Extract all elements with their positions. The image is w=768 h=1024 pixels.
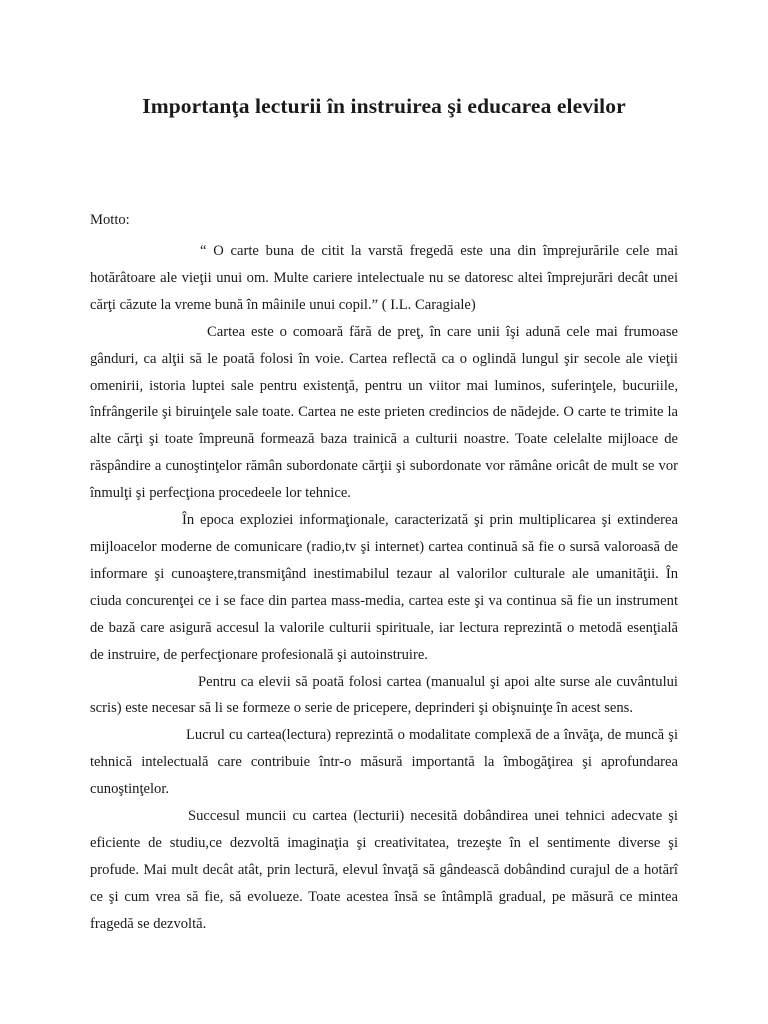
paragraph-3: Pentru ca elevii să poată folosi cartea (manualul şi apoi alte surse ale cuvântului scris) este necesar să li se formeze o serie de pricepere, deprinderi şi obişnuinţe în acest sens. xyxy=(90,673,678,717)
paragraph-5: Succesul muncii cu cartea (lecturii) necesită dobândirea unei tehnici adecvate şi eficiente de studiu,ce dezvoltă imaginaţia şi creativitatea, trezeşte în el sentimente diverse şi profude. Mai mult decât atât, prin lectură, elevul învaţă să gândească dobândind curajul de a hotărî ce şi cum vrea să fie, să evolueze. Toate acestea însă se întâmplă gradual, pe măsură ce mintea fragedă se dezvoltă. xyxy=(90,808,678,932)
document-title: Importanţa lecturii în instruirea şi educarea elevilor xyxy=(142,94,626,118)
paragraph-2: În epoca exploziei informaţionale, caracterizată şi prin multiplicarea şi extinderea mijloacelor moderne de comunicare (radio,tv şi internet) cartea continuă să fie o sursă valoroasă de informare şi cunoaştere,transmiţând inestimabilul tezaur al valorilor culturale ale umanităţii. În ciuda concurenţei ce i se face din partea mass-media, cartea este şi va continua să fie un instrument de bază care asigură accesul la valorile culturii spirituale, iar lectura reprezintă o metodă esenţială de instruire, de perfecţionare profesională şi autoinstruire. xyxy=(90,512,678,663)
paragraph-4: Lucrul cu cartea(lectura) reprezintă o modalitate complexă de a învăţa, de muncă şi tehnică intelectuală care contribuie într-o măsură importantă la îmbogăţirea şi aprofundarea cunoştinţelor. xyxy=(90,727,678,798)
motto-label: Motto: xyxy=(90,212,130,228)
motto-quote: “ O carte buna de citit la varstă fregedă este una din împrejurările cele mai hotărâtoare ale vieţii unui om. Multe cariere intelectuale nu se datoresc altei împrejurări decât unei cărţi căzute la vreme bună în mâinile unui copil.” ( I.L. Caragiale) xyxy=(90,243,678,313)
document-body xyxy=(90,238,678,938)
paragraph-1: Cartea este o comoară fără de preţ, în care unii îşi adună cele mai frumoase gânduri, ca alţii să le poată folosi în voie. Cartea reflectă ca o oglindă lungul şir secole ale vieţii omenirii, istoria luptei sale pentru existenţă, pentru un viitor mai luminos, suferinţele, bucuriile, înfrângerile şi biruinţele sale toate. Cartea ne este prieten credincios de nădejde. O carte te trimite la alte cărţi şi toate împreună formează baza trainică a culturii noastre. Toate celelalte mijloace de răspândire a cunoştinţelor rămân subordonate cărţii şi subordonate vor rămâne oricât de mult se vor înmulţi şi perfecţiona procedeele lor tehnice. xyxy=(90,323,678,502)
